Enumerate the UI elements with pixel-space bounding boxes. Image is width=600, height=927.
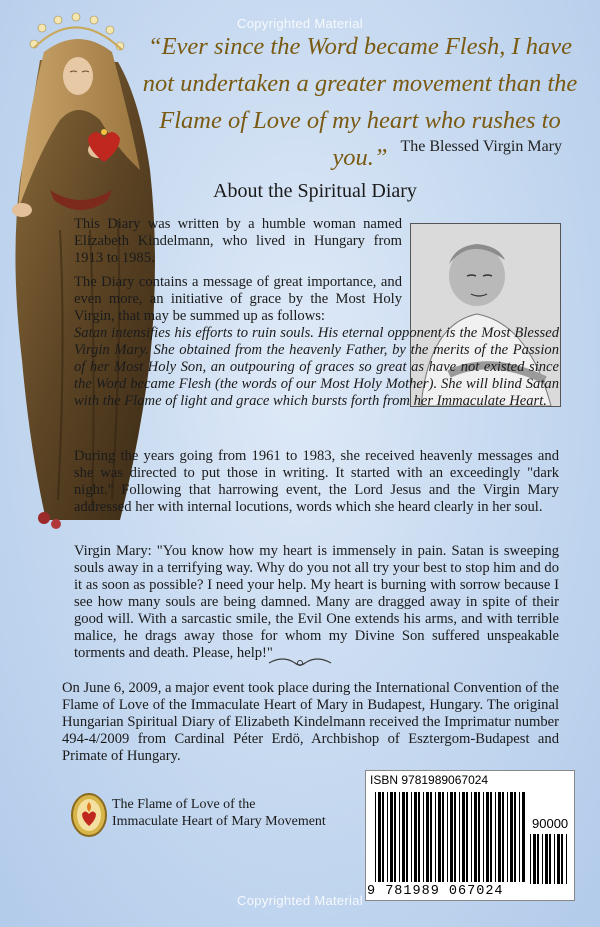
barcode-price-bars (530, 834, 568, 884)
isbn-label: ISBN 9781989067024 (370, 773, 489, 787)
barcode-bar (530, 834, 531, 884)
barcode-bar (394, 792, 396, 882)
barcode-bar (557, 834, 560, 884)
barcode-bar (382, 792, 384, 882)
barcode-bar (542, 834, 543, 884)
barcode-bar (566, 834, 567, 884)
barcode-bar (522, 792, 525, 882)
barcode-bar (502, 792, 504, 882)
paragraph-diary-summary: The Diary contains a message of great importance, and even more, an initiative of grace by the Most Holy Virgin, that may be summed up as follows: (74, 274, 402, 324)
isbn-digits: 9 781989 067024 (367, 884, 504, 899)
barcode-bar (454, 792, 456, 882)
barcode-bar (435, 792, 436, 882)
barcode-bar (478, 792, 480, 882)
barcode-bar (533, 834, 536, 884)
paragraph-virgin-mary-quote: Virgin Mary: "You know how my heart is immensely in pain. Satan is sweeping souls away in a terrifying way. Why do you not all try your best to stop him and do it as soon as possible? I need your help. My heart is burning with sorrow because I see how many souls are being damned. Many are dragged away in spite of their good will. With a sarcastic smile, the Evil One extends his arms, and with terrible malice, he drags away those for whom my Divine Son suffered unspeakable torments and death. Please, help!" (74, 543, 559, 661)
barcode-bar (549, 834, 551, 884)
barcode-main-bars (375, 792, 525, 882)
watermark-top: Copyrighted Material (237, 16, 363, 31)
barcode-bar (462, 792, 465, 882)
barcode-bar (474, 792, 477, 882)
barcode-bar (402, 792, 405, 882)
barcode-bar (545, 834, 548, 884)
barcode-bar (450, 792, 453, 882)
paragraph-author-intro: This Diary was written by a humble woman named Elizabeth Kindelmann, who lived in Hungary from 1913 to 1985. (74, 216, 402, 266)
barcode-bar (442, 792, 444, 882)
barcode-bar (471, 792, 472, 882)
barcode-bar (423, 792, 424, 882)
barcode-bar (483, 792, 484, 882)
barcode-bar (459, 792, 460, 882)
barcode-bar (399, 792, 400, 882)
barcode-bar (554, 834, 555, 884)
barcode-bar (486, 792, 489, 882)
barcode-bar (466, 792, 468, 882)
ornament-divider-icon (265, 653, 335, 673)
barcode-bar (447, 792, 448, 882)
barcode-bar (510, 792, 513, 882)
barcode-bar (375, 792, 376, 882)
barcode-bar (390, 792, 393, 882)
barcode-bar (495, 792, 496, 882)
paragraph-heavenly-messages: During the years going from 1961 to 1983, she received heavenly messages and she was directed to put those in writing. It started with an exceedingly "dark night." Following that harrowing event, the Lord Jesus and the Virgin Mary addressed her with internal locutions, words which she heard clearly in her soul. (74, 448, 559, 515)
barcode-bar (519, 792, 520, 882)
italic-message-text: Satan intensifies his efforts to ruin souls. His eternal opponent is the Most Blessed Virgin Mary. She obtained from the heavenly Father, by the merits of the Passion of her Most Holy Son, an outpouring of graces so great as have not existed since the Word became Flesh (the words of our Most Holy Mother). She will blind Satan with the Flame of light and grace which bursts forth from her Immaculate Heart. (74, 325, 559, 409)
barcode-bar (387, 792, 388, 882)
quote-text: “Ever since the Word became Flesh, I have not undertaken a greater movement than the Flame of Love of my heart who rushes to you.” (142, 33, 578, 171)
section-title: About the Spiritual Diary (213, 180, 417, 202)
movement-name-line2: Immaculate Heart of Mary Movement (112, 814, 326, 829)
barcode-bar (498, 792, 501, 882)
barcode-bar (537, 834, 539, 884)
price-code: 90000 (532, 816, 569, 831)
barcode-bar (411, 792, 412, 882)
barcode-bar (426, 792, 429, 882)
paragraph-message-italic (74, 325, 559, 410)
barcode-bar (438, 792, 441, 882)
flame-of-love-logo-icon (70, 792, 108, 838)
quote-attribution: The Blessed Virgin Mary (400, 138, 562, 155)
barcode-bar (430, 792, 432, 882)
barcode-bar (406, 792, 408, 882)
paragraph-imprimatur-event: On June 6, 2009, a major event took place during the International Convention of the Flame of Love of the Immaculate Heart of Mary in Budapest, Hungary. The original Hungarian Spiritual Diary of Elizabeth Kindelmann received the Imprimatur number 494-4/2009 from Cardinal Péter Erdö, Archbishop of Esztergom-Budapest and Primate of Hungary. (62, 680, 559, 764)
barcode-bar (507, 792, 508, 882)
barcode-bar (561, 834, 563, 884)
barcode-bar (378, 792, 381, 882)
barcode-bar (490, 792, 492, 882)
barcode-bar (418, 792, 420, 882)
movement-name (112, 796, 326, 830)
barcode-bar (414, 792, 417, 882)
movement-name-line1: The Flame of Love of the (112, 797, 256, 812)
barcode-bar (514, 792, 516, 882)
watermark-bottom: Copyrighted Material (237, 893, 363, 908)
